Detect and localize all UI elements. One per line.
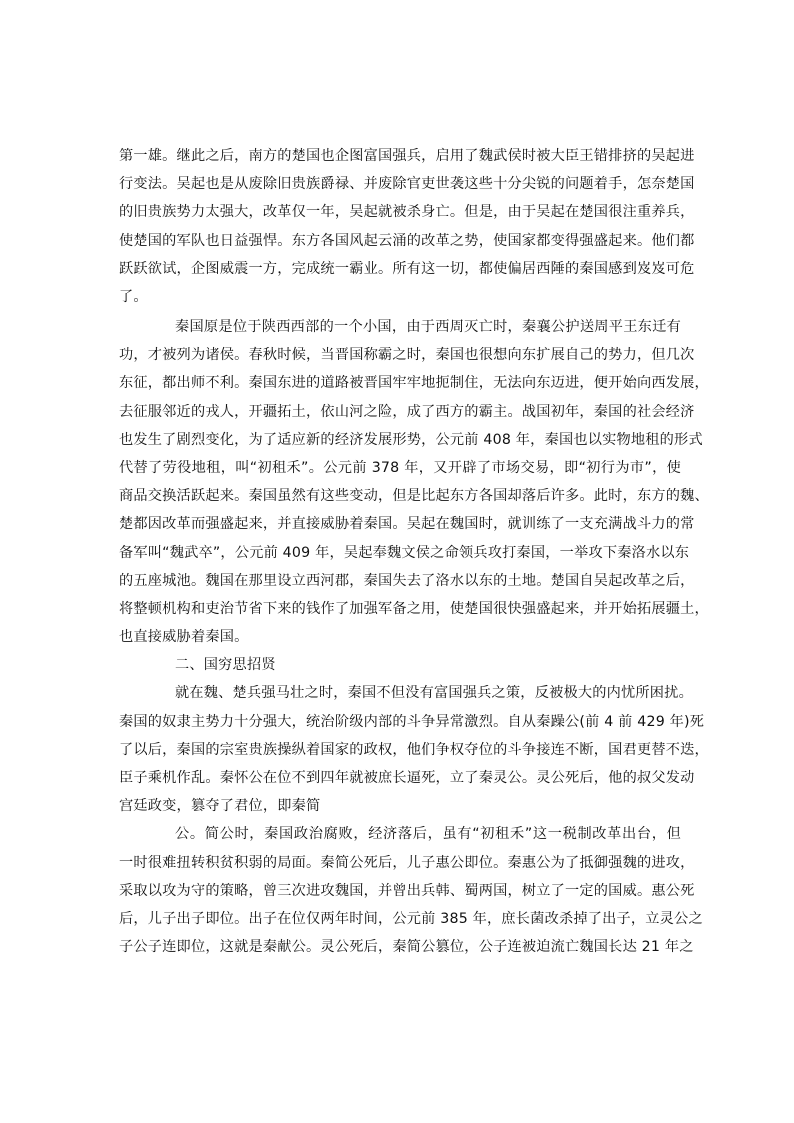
text-line: 功，才被列为诸侯。春秋时候，当晋国称霸之时，秦国也很想向东扩展自己的势力，但几次 (119, 347, 695, 364)
paragraph-block-2 (119, 313, 709, 961)
text-line: 宫廷政变，篡夺了君位，即秦简 (119, 798, 321, 815)
text-line: 一时很难扭转积贫积弱的局面。秦简公死后，儿子惠公即位。秦惠公为了抵御强魏的进攻， (119, 854, 695, 871)
text-line: 也直接威胁着秦国。 (119, 629, 249, 646)
text-line: 东征，都出师不利。秦国东进的道路被晋国牢牢地扼制住，无法向东迈进，便开始向西发展， (119, 375, 709, 392)
text-line: 了以后，秦国的宗室贵族操纵着国家的政权，他们争权夺位的斗争接连不断，国君更替不迭， (119, 741, 709, 758)
text-line: 行变法。吴起也是从废除旧贵族爵禄、并废除官吏世袭这些十分尖锐的问题着手，怎奈楚国 (119, 176, 695, 193)
text-line: 后，儿子出子即位。出子在位仅两年时间，公元前 385 年，庶长菌改杀掉了出子，立灵公之 (119, 910, 703, 927)
paragraph-block-1 (119, 142, 695, 311)
text-line: 的旧贵族势力太强大，改革仅一年，吴起就被杀身亡。但是，由于吴起在楚国很注重养兵， (119, 204, 695, 221)
text-line: 臣子乘机作乱。秦怀公在位不到四年就被庶长逼死，立了秦灵公。灵公死后，他的叔父发动 (119, 770, 695, 786)
text-line: 商品交换活跃起来。秦国虽然有这些变动，但是比起东方各国却落后许多。此时，东方的魏、 (119, 488, 709, 505)
text-line: 采取以攻为守的策略，曾三次进攻魏国，并曾出兵韩、蜀两国，树立了一定的国威。惠公死 (119, 882, 695, 899)
text-line: 代替了劳役地租，叫“初租禾”。公元前 378 年，又开辟了市场交易，即“初行为市”，使 (119, 459, 681, 476)
text-line: 跃跃欲试，企图威震一方，完成统一霸业。所有这一切，都使偏居西陲的秦国感到岌岌可危 (119, 260, 695, 277)
text-line: 使楚国的军队也日益强悍。东方各国风起云涌的改革之势，使国家都变得强盛起来。他们都 (119, 232, 695, 249)
text-line: 将整顿机构和吏治节省下来的钱作了加强军备之用，使楚国很快强盛起来，并开始拓展疆土， (119, 600, 709, 617)
text-line: 也发生了剧烈变化，为了适应新的经济发展形势，公元前 408 年，秦国也以实物地租的形式 (119, 431, 703, 448)
text-line: 了。 (119, 288, 148, 305)
text-line: 去征服邻近的戎人，开疆拓土，依山河之险，成了西方的霸主。战国初年，秦国的社会经济 (119, 403, 695, 420)
text-line: 秦国原是位于陕西西部的一个小国，由于西周灭亡时，秦襄公护送周平王东迁有 (175, 319, 681, 335)
text-line: 的五座城池。魏国在那里设立西河郡，秦国失去了洛水以东的土地。楚国自吴起改革之后， (119, 572, 695, 589)
text-line: 备军叫“魏武卒”，公元前 409 年，吴起奉魏文侯之命领兵攻打秦国，一举攻下秦洛水以东 (119, 544, 690, 561)
text-line: 楚都因改革而强盛起来，并直接威胁着秦国。吴起在魏国时，就训练了一支充满战斗力的常 (119, 516, 695, 533)
text-line: 秦国的奴隶主势力十分强大，统治阶级内部的斗争异常激烈。自从秦躁公(前 4 前 429 年)死 (119, 713, 705, 730)
text-line: 第一雄。继此之后，南方的楚国也企图富国强兵，启用了魏武侯时被大臣王错排挤的吴起进 (119, 148, 695, 164)
text-line: 就在魏、楚兵强马壮之时，秦国不但没有富国强兵之策，反被极大的内忧所困扰。 (175, 685, 693, 702)
text-line: 公。简公时，秦国政治腐败，经济落后，虽有“初租禾”这一税制改革出台，但 (175, 826, 681, 843)
section-heading: 二、国穷思招贤 (175, 657, 276, 674)
text-line: 子公子连即位，这就是秦献公。灵公死后，秦简公篡位，公子连被迫流亡魏国长达 21 年之 (119, 939, 694, 956)
